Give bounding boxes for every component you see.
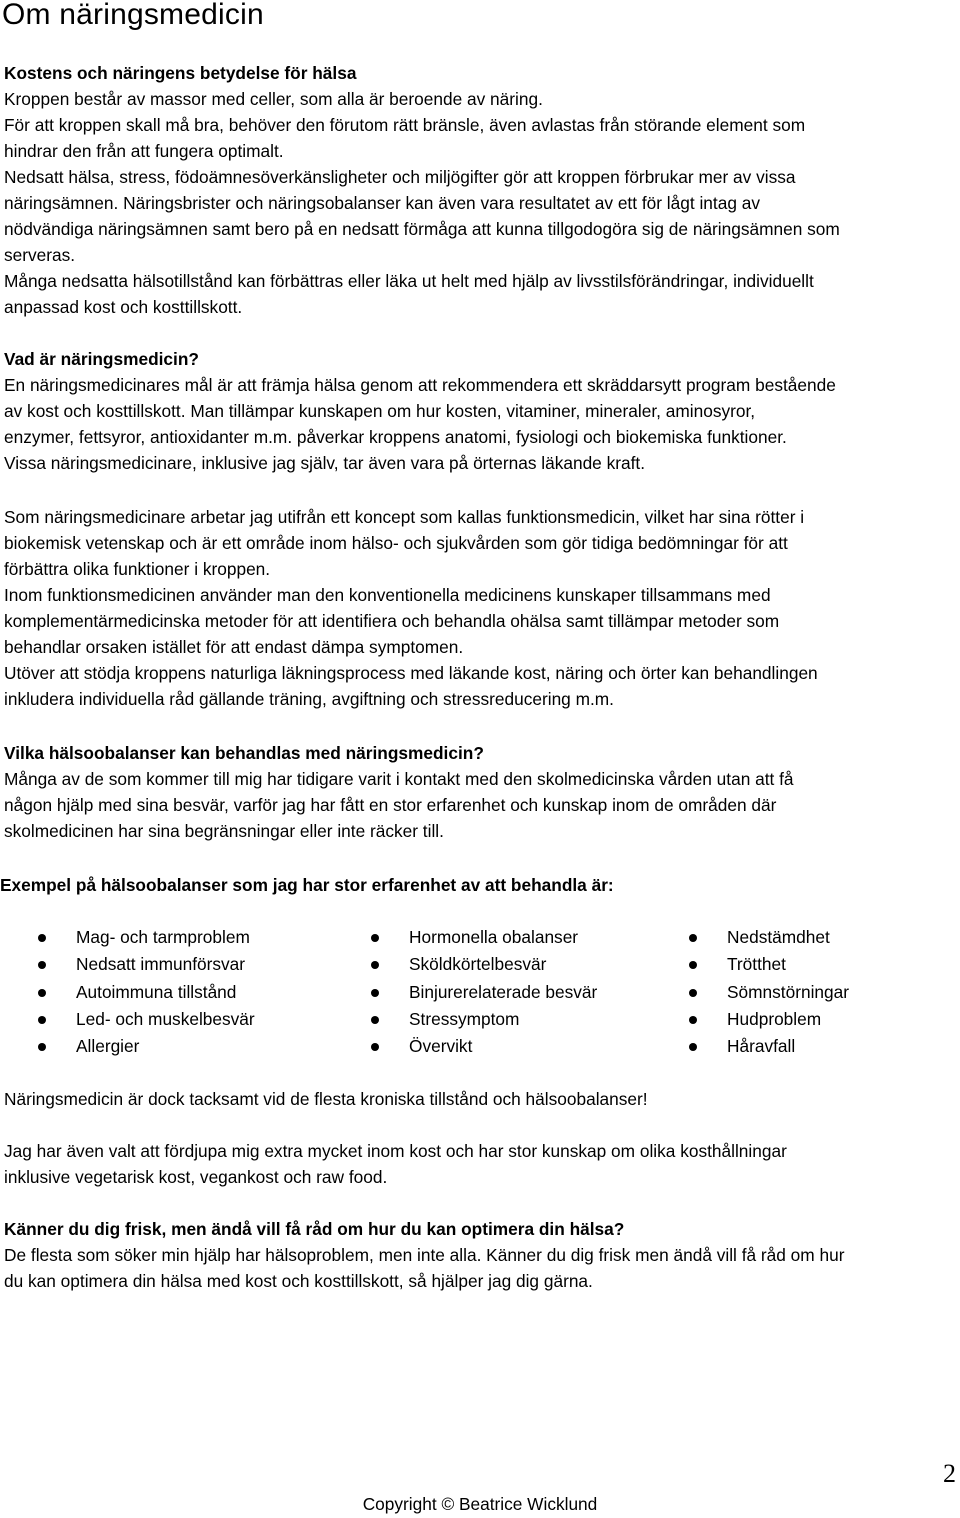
list-item: Sömnstörningar [689, 979, 849, 1006]
paragraph-line: behandlar orsaken istället för att endast dämpa symptomen. [4, 637, 464, 657]
examples-section [0, 872, 952, 898]
list-item: Nedstämdhet [689, 924, 849, 951]
list-item: Trötthet [689, 951, 849, 978]
paragraph-line: Många av de som kommer till mig har tidigare varit i kontakt med den skolmedicinska vården utan att få [4, 769, 794, 789]
examples-list-col3 [689, 924, 849, 1060]
diet-expertise-paragraph [4, 1138, 956, 1190]
paragraph-line: För att kroppen skall må bra, behöver den förutom rätt bränsle, även avlastas från störande element som [4, 115, 806, 135]
paragraph-line: av kost och kosttillskott. Man tillämpar kunskapen om hur kosten, vitaminer, mineraler, aminosyror, [4, 401, 756, 421]
list-item: Autoimmuna tillstånd [38, 979, 255, 1006]
paragraph-line: inkludera individuella råd gällande träning, avgiftning och stressreducering m.m. [4, 689, 614, 709]
paragraph-line: förbättra olika funktioner i kroppen. [4, 559, 271, 579]
paragraph-line: komplementärmedicinska metoder för att identifiera och behandla ohälsa samt tillämpar metoder som [4, 611, 780, 631]
closing-statement [4, 1086, 956, 1112]
list-item: Håravfall [689, 1033, 849, 1060]
copyright-footer: Copyright © Beatrice Wicklund [362, 1494, 598, 1514]
paragraph-line: Jag har även valt att fördjupa mig extra mycket inom kost och har stor kunskap om olika kosthållningar [4, 1141, 787, 1161]
paragraph-line: Kroppen består av massor med celler, som alla är beroende av näring. [4, 89, 543, 109]
list-item: Övervikt [371, 1033, 597, 1060]
paragraph-line: inklusive vegetarisk kost, vegankost och raw food. [4, 1167, 388, 1187]
paragraph-line: Som näringsmedicinare arbetar jag utifrån ett koncept som kallas funktionsmedicin, vilket har sina rötter i [4, 507, 805, 527]
paragraph-line: Näringsmedicin är dock tacksamt vid de flesta kroniska tillstånd och hälsoobalanser! [4, 1089, 648, 1109]
paragraph-line: någon hjälp med sina besvär, varför jag har fått en stor erfarenhet och kunskap inom de områden där [4, 795, 777, 815]
list-item: Sköldkörtelbesvär [371, 951, 597, 978]
section-what-is-nutrition-medicine [4, 346, 956, 476]
section-heading: Kostens och näringens betydelse för hälsa [4, 63, 357, 83]
paragraph-line: hindrar den från att fungera optimalt. [4, 141, 284, 161]
examples-heading: Exempel på hälsoobalanser som jag har stor erfarenhet av att behandla är: [0, 875, 614, 895]
list-item: Binjurerelaterade besvär [371, 979, 597, 1006]
examples-list-col1 [38, 924, 255, 1060]
section-health-nutrition [4, 60, 956, 320]
examples-list-col2 [371, 924, 597, 1060]
paragraph-line: Inom funktionsmedicinen använder man den konventionella medicinens kunskaper tillsammans med [4, 585, 771, 605]
list-item: Allergier [38, 1033, 255, 1060]
paragraph-line: En näringsmedicinares mål är att främja hälsa genom att rekommendera ett skräddarsytt program bestående [4, 375, 836, 395]
list-item: Stressymptom [371, 1006, 597, 1033]
page-title: Om näringsmedicin [2, 0, 264, 31]
paragraph-line: Vissa näringsmedicinare, inklusive jag själv, tar även vara på örternas läkande kraft. [4, 453, 646, 473]
section-heading: Vilka hälsoobalanser kan behandlas med näringsmedicin? [4, 743, 484, 763]
paragraph-line: skolmedicinen har sina begränsningar eller inte räcker till. [4, 821, 444, 841]
paragraph-line: Många nedsatta hälsotillstånd kan förbättras eller läka ut helt med hjälp av livsstilsförändringar, individuellt [4, 271, 814, 291]
paragraph-line: enzymer, fettsyror, antioxidanter m.m. påverkar kroppens anatomi, fysiologi och biokemiska funktioner. [4, 427, 787, 447]
paragraph-line: biokemisk vetenskap och är ett område inom hälso- och sjukvården som gör tidiga bedömningar för att [4, 533, 788, 553]
list-item: Hormonella obalanser [371, 924, 597, 951]
list-item: Nedsatt immunförsvar [38, 951, 255, 978]
section-treatable-imbalances [4, 740, 956, 844]
list-item: Led- och muskelbesvär [38, 1006, 255, 1033]
paragraph-line: näringsämnen. Näringsbrister och näringsobalanser kan även vara resultatet av ett för lågt intag av [4, 193, 760, 213]
section-functional-medicine [4, 504, 956, 712]
paragraph-line: De flesta som söker min hjälp har hälsoproblem, men inte alla. Känner du dig frisk men ändå vill få råd om hur [4, 1245, 845, 1265]
list-item: Hudproblem [689, 1006, 849, 1033]
paragraph-line: anpassad kost och kosttillskott. [4, 297, 243, 317]
paragraph-line: nödvändiga näringsämnen samt bero på en nedsatt förmåga att kunna tillgodogöra sig de näringsämnen som [4, 219, 840, 239]
section-heading: Känner du dig frisk, men ändå vill få råd om hur du kan optimera din hälsa? [4, 1219, 625, 1239]
page-number: 2 [943, 1459, 956, 1488]
section-feel-healthy [4, 1216, 956, 1294]
paragraph-line: Nedsatt hälsa, stress, födoämnesöverkänsligheter och miljögifter gör att kroppen förbrukar mer av vissa [4, 167, 796, 187]
paragraph-line: du kan optimera din hälsa med kost och kosttillskott, så hjälper jag dig gärna. [4, 1271, 593, 1291]
paragraph-line: Utöver att stödja kroppens naturliga läkningsprocess med läkande kost, näring och örter kan behandlingen [4, 663, 818, 683]
list-item: Mag- och tarmproblem [38, 924, 255, 951]
paragraph-line: serveras. [4, 245, 76, 265]
section-heading: Vad är näringsmedicin? [4, 349, 199, 369]
